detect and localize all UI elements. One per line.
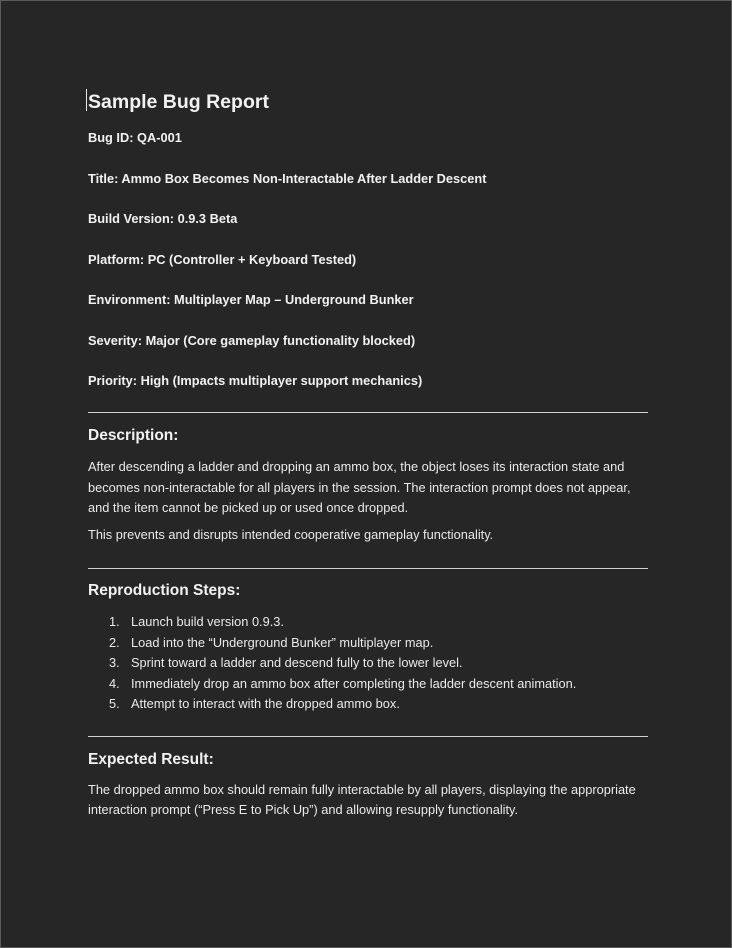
reproduction-heading: Reproduction Steps: [88,582,241,599]
step-number: 4. [109,675,120,691]
step-number: 1. [109,614,120,629]
field-platform: Platform: PC (Controller + Keyboard Tested) [88,251,357,267]
field-bug-id: Bug ID: QA-001 [88,130,182,145]
document-title: Sample Bug Report [88,91,269,113]
field-severity: Severity: Major (Core gameplay functionality blocked) [88,332,416,348]
step-text: Load into the “Underground Bunker” multiplayer map. [131,634,434,650]
step-text: Attempt to interact with the dropped ammo box. [131,696,400,711]
field-build-version: Build Version: 0.9.3 Beta [88,211,238,226]
field-environment: Environment: Multiplayer Map – Underground Bunker [88,292,414,307]
description-paragraph: After descending a ladder and dropping an ammo box, the object loses its interaction state and becomes non-interactable for all players in the session. The interaction prompt does not appear, and the item cannot be picked up or used once dropped. [88,459,631,515]
list-item [88,653,648,674]
field-title: Title: Ammo Box Becomes Non-Interactable After Ladder Descent [88,170,487,186]
section-divider [88,412,648,413]
list-item [88,674,648,695]
field-priority: Priority: High (Impacts multiplayer support mechanics) [88,373,423,388]
document-body[interactable] [88,89,648,821]
reproduction-steps-list [88,612,648,715]
list-item [88,694,648,715]
expected-result-heading: Expected Result: [88,750,214,768]
text-cursor [86,89,87,111]
list-item [88,612,648,633]
section-divider [88,736,648,737]
step-text: Sprint toward a ladder and descend fully to the lower level. [131,655,463,670]
section-divider [88,568,648,569]
expected-result-paragraph: The dropped ammo box should remain fully interactable by all players, displaying the appropriate interaction prompt (“Press E to Pick Up”) and allowing resupply functionality. [88,781,636,817]
list-item [88,633,648,654]
description-heading: Description: [88,427,179,444]
step-number: 2. [109,634,120,650]
step-text: Immediately drop an ammo box after completing the ladder descent animation. [131,675,577,691]
description-paragraph: This prevents and disrupts intended cooperative gameplay functionality. [88,526,494,542]
step-number: 3. [109,655,120,670]
step-number: 5. [109,696,120,711]
step-text: Launch build version 0.9.3. [131,614,284,629]
